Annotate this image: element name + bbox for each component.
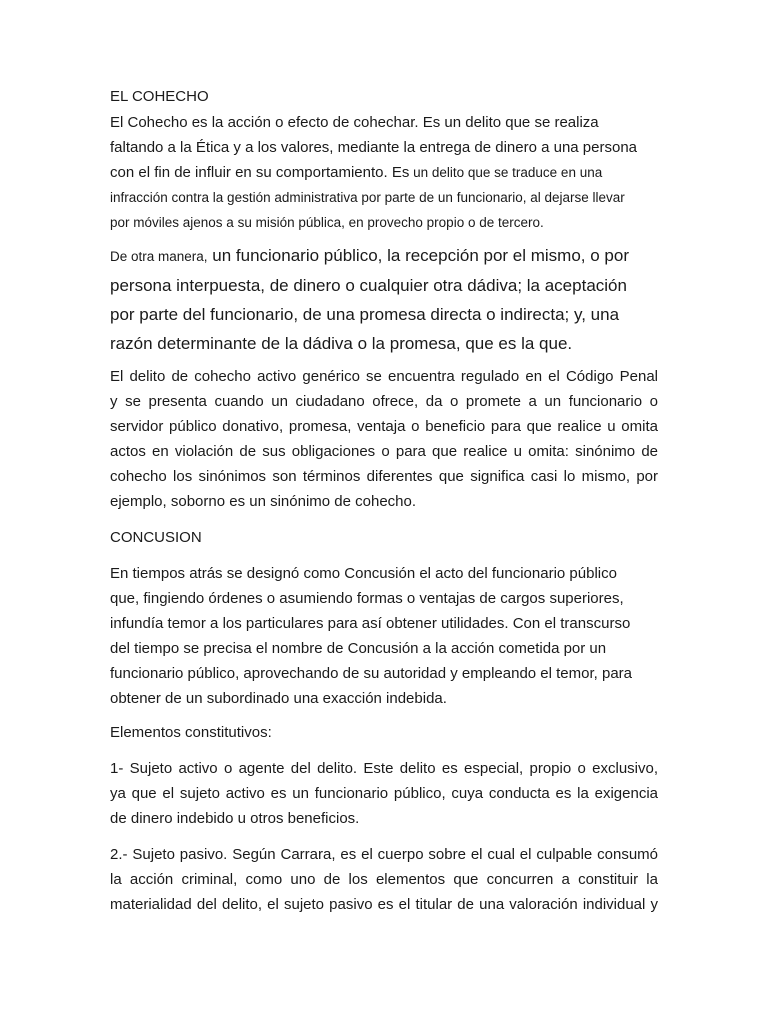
- paragraph-line: materialidad del delito, el sujeto pasivo es el titular de una valoración individual y: [110, 896, 658, 913]
- paragraph-line: persona interpuesta, de dinero o cualquier otra dádiva; la aceptación: [110, 276, 627, 295]
- paragraph-cohecho-activo: [110, 364, 658, 514]
- paragraph-concusion: [110, 561, 658, 711]
- paragraph-line: funcionario público, aprovechando de su autoridad y empleando el temor, para: [110, 665, 633, 682]
- paragraph-line: que, fingiendo órdenes o asumiendo formas o ventajas de cargos superiores,: [110, 590, 624, 607]
- paragraph-line: por parte del funcionario, de una promesa directa o indirecta; y, una: [110, 305, 620, 324]
- list-item-sujeto-activo: [110, 756, 658, 831]
- paragraph-line: actos en violación de sus obligaciones o para que realice u omita: sinónimo de: [110, 443, 658, 460]
- elements-label: Elementos constitutivos:: [110, 724, 272, 741]
- paragraph-line: la acción criminal, como uno de los elementos que concurren a constituir la: [110, 871, 658, 888]
- paragraph-line: ya que el sujeto activo es un funcionario público, cuya conducta es la exigencia: [110, 785, 658, 802]
- list-item-sujeto-pasivo: [110, 842, 658, 917]
- paragraph-line: faltando a la Ética y a los valores, mediante la entrega de dinero a una persona: [110, 139, 638, 156]
- paragraph-fragment-small: un delito que se traduce en una: [409, 165, 603, 180]
- paragraph-line: 1- Sujeto activo o agente del delito. Este delito es especial, propio o exclusivo,: [110, 760, 658, 777]
- paragraph-line: y se presenta cuando un ciudadano ofrece, da o promete a un funcionario o: [110, 393, 658, 410]
- paragraph-line: El delito de cohecho activo genérico se encuentra regulado en el Código Penal: [110, 368, 658, 385]
- document-title: EL COHECHO: [110, 88, 209, 105]
- paragraph-otra-manera: [110, 241, 658, 358]
- paragraph-cohecho-definition: [110, 110, 658, 235]
- paragraph-line: razón determinante de la dádiva o la promesa, que es la que.: [110, 334, 573, 353]
- paragraph-line: infracción contra la gestión administrativa por parte de un funcionario, al dejarse llevar: [110, 190, 625, 205]
- paragraph-line: cohecho los sinónimos son términos diferentes que significa casi lo mismo, por: [110, 468, 658, 485]
- paragraph-line: de dinero indebido u otros beneficios.: [110, 810, 360, 827]
- paragraph-line: El Cohecho es la acción o efecto de cohechar. Es un delito que se realiza: [110, 114, 599, 131]
- paragraph-line: [110, 160, 658, 185]
- paragraph-lead: De otra manera,: [110, 249, 208, 264]
- paragraph-line: En tiempos atrás se designó como Concusión el acto del funcionario público: [110, 565, 617, 582]
- paragraph-fragment: un funcionario público, la recepción por el mismo, o por: [207, 246, 629, 265]
- paragraph-line: servidor público donativo, promesa, ventaja o beneficio para que realice u omita: [110, 418, 658, 435]
- paragraph-line: ejemplo, soborno es un sinónimo de cohecho.: [110, 493, 417, 510]
- paragraph-line: por móviles ajenos a su misión pública, en provecho propio o de tercero.: [110, 215, 544, 230]
- paragraph-line: infundía temor a los particulares para así obtener utilidades. Con el transcurso: [110, 615, 631, 632]
- paragraph-fragment: con el fin de influir en su comportamiento. Es: [110, 164, 410, 181]
- paragraph-line: [110, 241, 658, 271]
- paragraph-line: del tiempo se precisa el nombre de Concusión a la acción cometida por un: [110, 640, 607, 657]
- paragraph-line: obtener de un subordinado una exacción indebida.: [110, 690, 447, 707]
- paragraph-line: 2.- Sujeto pasivo. Según Carrara, es el cuerpo sobre el cual el culpable consumó: [110, 846, 658, 863]
- section-heading-concusion: CONCUSION: [110, 529, 202, 546]
